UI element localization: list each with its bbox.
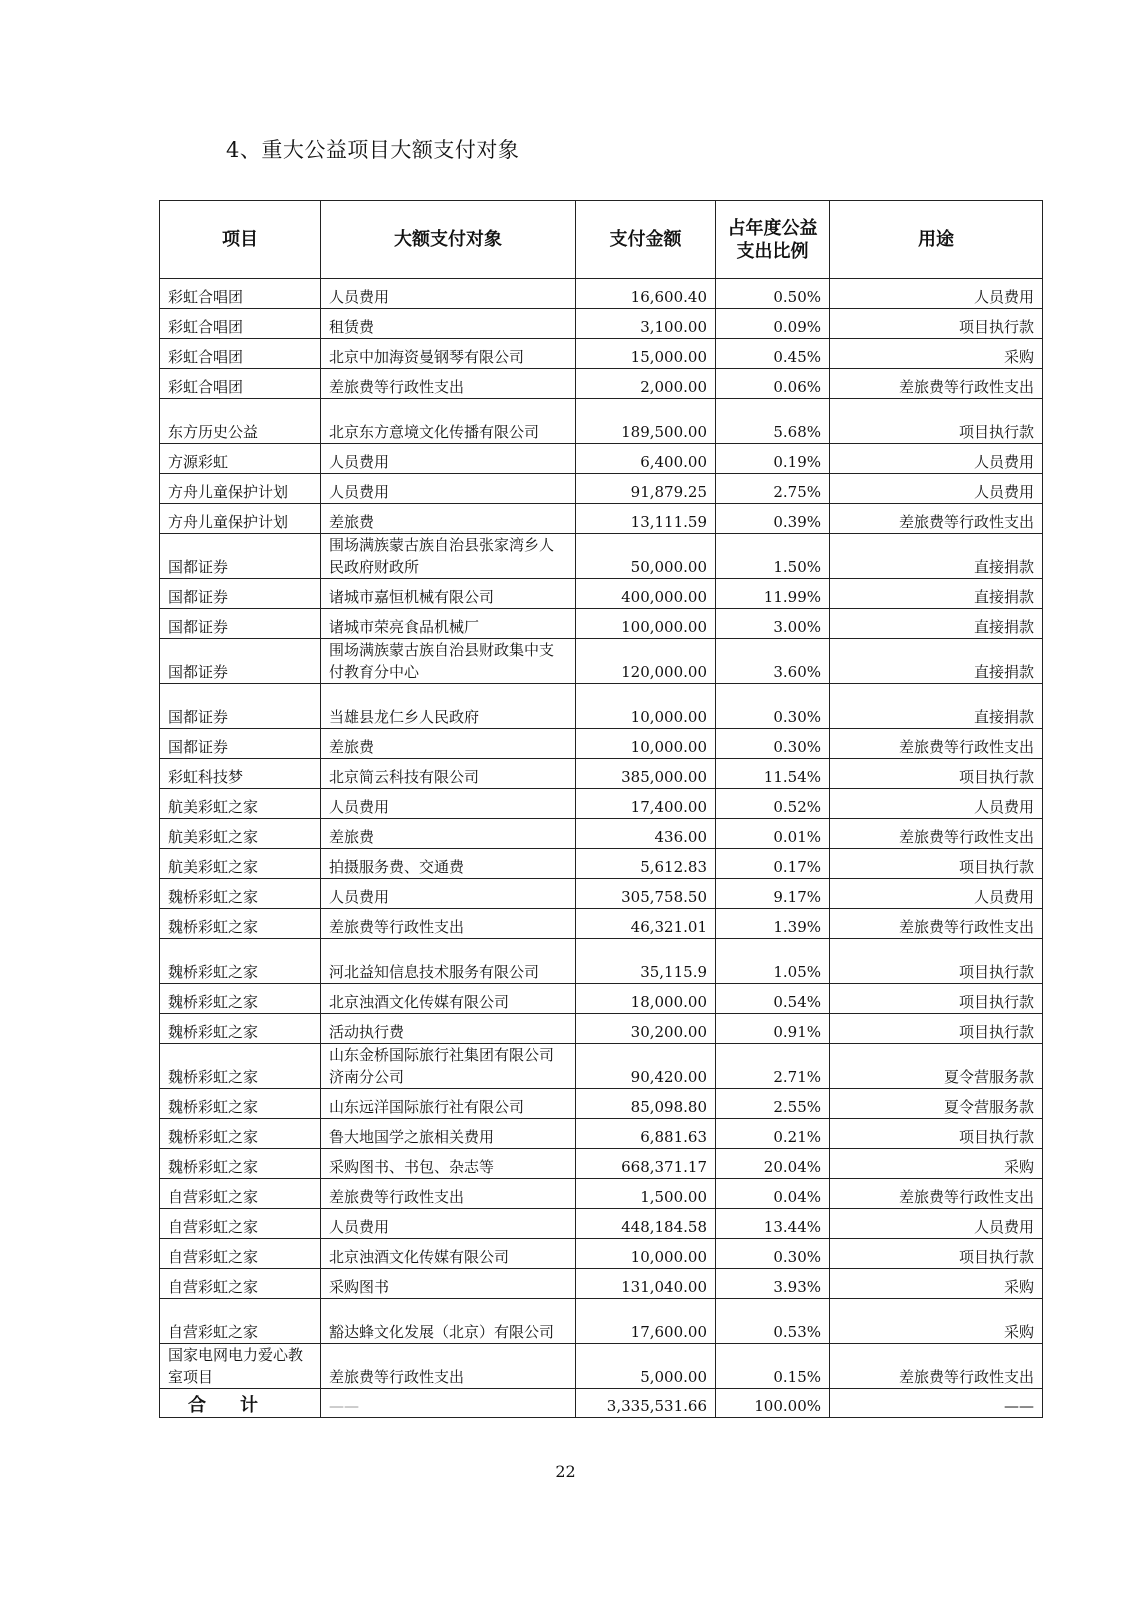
- cell-ratio: 2.71%: [716, 1044, 830, 1089]
- cell-purpose: 项目执行款: [830, 399, 1043, 444]
- cell-purpose: 项目执行款: [830, 1119, 1043, 1149]
- cell-project: 魏桥彩虹之家: [160, 909, 321, 939]
- table-row: [160, 684, 1043, 729]
- cell-purpose: 直接捐款: [830, 579, 1043, 609]
- cell-payee: 采购图书: [321, 1269, 576, 1299]
- cell-amount: 668,371.17: [576, 1149, 716, 1179]
- cell-ratio: 0.39%: [716, 504, 830, 534]
- section-title: 4、重大公益项目大额支付对象: [226, 138, 520, 162]
- table-row: [160, 444, 1043, 474]
- cell-ratio: 0.09%: [716, 309, 830, 339]
- cell-payee: 人员费用: [321, 444, 576, 474]
- cell-amount: 91,879.25: [576, 474, 716, 504]
- cell-ratio: 3.00%: [716, 609, 830, 639]
- table-row: [160, 1179, 1043, 1209]
- cell-purpose: 差旅费等行政性支出: [830, 819, 1043, 849]
- cell-payee: 差旅费等行政性支出: [321, 1179, 576, 1209]
- cell-amount: 305,758.50: [576, 879, 716, 909]
- table-header-row: [160, 201, 1043, 279]
- cell-payee: 活动执行费: [321, 1014, 576, 1044]
- cell-purpose: 夏令营服务款: [830, 1044, 1043, 1089]
- cell-purpose: 采购: [830, 1299, 1043, 1344]
- payment-table: [159, 200, 1043, 1418]
- table-row: [160, 819, 1043, 849]
- cell-project: 国都证券: [160, 534, 321, 579]
- cell-amount: 448,184.58: [576, 1209, 716, 1239]
- cell-purpose: 人员费用: [830, 474, 1043, 504]
- cell-amount: 131,040.00: [576, 1269, 716, 1299]
- cell-ratio: 3.60%: [716, 639, 830, 684]
- cell-purpose: 人员费用: [830, 879, 1043, 909]
- cell-amount: 17,600.00: [576, 1299, 716, 1344]
- cell-amount: 10,000.00: [576, 729, 716, 759]
- table-row: [160, 1269, 1043, 1299]
- cell-project: 方源彩虹: [160, 444, 321, 474]
- table-row: [160, 309, 1043, 339]
- table-row: [160, 939, 1043, 984]
- cell-ratio: 13.44%: [716, 1209, 830, 1239]
- cell-payee: 人员费用: [321, 1209, 576, 1239]
- cell-purpose: 项目执行款: [830, 849, 1043, 879]
- cell-project: 方舟儿童保护计划: [160, 474, 321, 504]
- table-row: [160, 909, 1043, 939]
- cell-payee: 租赁费: [321, 309, 576, 339]
- cell-purpose: 采购: [830, 1149, 1043, 1179]
- cell-amount: 17,400.00: [576, 789, 716, 819]
- cell-amount: 50,000.00: [576, 534, 716, 579]
- cell-purpose: 差旅费等行政性支出: [830, 909, 1043, 939]
- cell-ratio: 0.45%: [716, 339, 830, 369]
- cell-payee: 差旅费: [321, 504, 576, 534]
- total-payee: ——: [321, 1389, 576, 1418]
- table-row: [160, 1344, 1043, 1389]
- cell-amount: 3,100.00: [576, 309, 716, 339]
- cell-project: 彩虹合唱团: [160, 279, 321, 309]
- cell-amount: 189,500.00: [576, 399, 716, 444]
- cell-purpose: 直接捐款: [830, 639, 1043, 684]
- table-row: [160, 1044, 1043, 1089]
- table-row: [160, 534, 1043, 579]
- cell-purpose: 人员费用: [830, 1209, 1043, 1239]
- cell-purpose: 采购: [830, 339, 1043, 369]
- cell-ratio: 9.17%: [716, 879, 830, 909]
- cell-amount: 1,500.00: [576, 1179, 716, 1209]
- cell-purpose: 项目执行款: [830, 939, 1043, 984]
- cell-payee: 围场满族蒙古族自治县张家湾乡人民政府财政所: [321, 534, 576, 579]
- cell-project: 魏桥彩虹之家: [160, 1014, 321, 1044]
- cell-ratio: 0.17%: [716, 849, 830, 879]
- cell-payee: 山东金桥国际旅行社集团有限公司济南分公司: [321, 1044, 576, 1089]
- table-row: [160, 579, 1043, 609]
- cell-ratio: 0.54%: [716, 984, 830, 1014]
- cell-payee: 当雄县龙仁乡人民政府: [321, 684, 576, 729]
- cell-project: 自营彩虹之家: [160, 1179, 321, 1209]
- cell-purpose: 项目执行款: [830, 984, 1043, 1014]
- cell-purpose: 人员费用: [830, 279, 1043, 309]
- cell-ratio: 2.75%: [716, 474, 830, 504]
- cell-payee: 鲁大地国学之旅相关费用: [321, 1119, 576, 1149]
- cell-project: 彩虹科技梦: [160, 759, 321, 789]
- cell-amount: 100,000.00: [576, 609, 716, 639]
- table-row: [160, 639, 1043, 684]
- table-row: [160, 1089, 1043, 1119]
- cell-amount: 5,612.83: [576, 849, 716, 879]
- cell-amount: 6,400.00: [576, 444, 716, 474]
- table-row: [160, 759, 1043, 789]
- cell-payee: 诸城市荣亮食品机械厂: [321, 609, 576, 639]
- cell-project: 彩虹合唱团: [160, 309, 321, 339]
- cell-project: 魏桥彩虹之家: [160, 879, 321, 909]
- table-row: [160, 729, 1043, 759]
- cell-ratio: 0.30%: [716, 729, 830, 759]
- page-number: 22: [555, 1462, 576, 1481]
- cell-ratio: 1.39%: [716, 909, 830, 939]
- table-row: [160, 1299, 1043, 1344]
- cell-amount: 16,600.40: [576, 279, 716, 309]
- cell-project: 魏桥彩虹之家: [160, 939, 321, 984]
- cell-project: 方舟儿童保护计划: [160, 504, 321, 534]
- cell-ratio: 0.53%: [716, 1299, 830, 1344]
- cell-purpose: 直接捐款: [830, 684, 1043, 729]
- cell-payee: 人员费用: [321, 879, 576, 909]
- cell-ratio: 5.68%: [716, 399, 830, 444]
- cell-payee: 豁达蜂文化发展（北京）有限公司: [321, 1299, 576, 1344]
- table-row: [160, 1149, 1043, 1179]
- cell-amount: 2,000.00: [576, 369, 716, 399]
- cell-purpose: 人员费用: [830, 444, 1043, 474]
- cell-amount: 6,881.63: [576, 1119, 716, 1149]
- table-body: [160, 279, 1043, 1389]
- table-row: [160, 789, 1043, 819]
- table-row: [160, 1014, 1043, 1044]
- cell-ratio: 20.04%: [716, 1149, 830, 1179]
- cell-project: 国都证券: [160, 579, 321, 609]
- cell-purpose: 差旅费等行政性支出: [830, 369, 1043, 399]
- cell-amount: 10,000.00: [576, 684, 716, 729]
- cell-project: 航美彩虹之家: [160, 849, 321, 879]
- header-purpose: 用途: [830, 201, 1043, 279]
- total-row: [160, 1389, 1043, 1418]
- total-amount: 3,335,531.66: [576, 1389, 716, 1418]
- table-row: [160, 879, 1043, 909]
- cell-amount: 85,098.80: [576, 1089, 716, 1119]
- cell-payee: 北京浊酒文化传媒有限公司: [321, 1239, 576, 1269]
- table-row: [160, 279, 1043, 309]
- table-row: [160, 504, 1043, 534]
- cell-payee: 人员费用: [321, 789, 576, 819]
- cell-project: 航美彩虹之家: [160, 789, 321, 819]
- cell-project: 魏桥彩虹之家: [160, 984, 321, 1014]
- cell-project: 魏桥彩虹之家: [160, 1044, 321, 1089]
- cell-ratio: 3.93%: [716, 1269, 830, 1299]
- cell-purpose: 项目执行款: [830, 1239, 1043, 1269]
- cell-purpose: 夏令营服务款: [830, 1089, 1043, 1119]
- cell-amount: 35,115.9: [576, 939, 716, 984]
- cell-ratio: 11.54%: [716, 759, 830, 789]
- cell-amount: 120,000.00: [576, 639, 716, 684]
- cell-ratio: 2.55%: [716, 1089, 830, 1119]
- cell-amount: 13,111.59: [576, 504, 716, 534]
- cell-project: 自营彩虹之家: [160, 1239, 321, 1269]
- cell-project: 国都证券: [160, 639, 321, 684]
- cell-payee: 差旅费: [321, 729, 576, 759]
- cell-purpose: 直接捐款: [830, 609, 1043, 639]
- cell-ratio: 0.21%: [716, 1119, 830, 1149]
- cell-amount: 18,000.00: [576, 984, 716, 1014]
- header-payee: 大额支付对象: [321, 201, 576, 279]
- cell-ratio: 0.50%: [716, 279, 830, 309]
- cell-project: 国家电网电力爱心教室项目: [160, 1344, 321, 1389]
- cell-payee: 拍摄服务费、交通费: [321, 849, 576, 879]
- cell-payee: 山东远洋国际旅行社有限公司: [321, 1089, 576, 1119]
- cell-payee: 北京浊酒文化传媒有限公司: [321, 984, 576, 1014]
- cell-purpose: 差旅费等行政性支出: [830, 504, 1043, 534]
- cell-purpose: 项目执行款: [830, 309, 1043, 339]
- table-row: [160, 984, 1043, 1014]
- table-row: [160, 849, 1043, 879]
- table-row: [160, 1239, 1043, 1269]
- cell-amount: 5,000.00: [576, 1344, 716, 1389]
- cell-ratio: 0.30%: [716, 1239, 830, 1269]
- cell-purpose: 差旅费等行政性支出: [830, 729, 1043, 759]
- cell-payee: 围场满族蒙古族自治县财政集中支付教育分中心: [321, 639, 576, 684]
- cell-payee: 北京中加海资曼钢琴有限公司: [321, 339, 576, 369]
- cell-purpose: 项目执行款: [830, 759, 1043, 789]
- cell-ratio: 1.50%: [716, 534, 830, 579]
- table-row: [160, 369, 1043, 399]
- table-row: [160, 1119, 1043, 1149]
- cell-amount: 10,000.00: [576, 1239, 716, 1269]
- cell-payee: 北京简云科技有限公司: [321, 759, 576, 789]
- cell-project: 魏桥彩虹之家: [160, 1089, 321, 1119]
- cell-ratio: 0.04%: [716, 1179, 830, 1209]
- cell-ratio: 11.99%: [716, 579, 830, 609]
- table-row: [160, 474, 1043, 504]
- cell-purpose: 项目执行款: [830, 1014, 1043, 1044]
- cell-amount: 400,000.00: [576, 579, 716, 609]
- cell-payee: 采购图书、书包、杂志等: [321, 1149, 576, 1179]
- cell-project: 魏桥彩虹之家: [160, 1149, 321, 1179]
- cell-ratio: 0.01%: [716, 819, 830, 849]
- cell-ratio: 0.15%: [716, 1344, 830, 1389]
- cell-purpose: 人员费用: [830, 789, 1043, 819]
- cell-purpose: 采购: [830, 1269, 1043, 1299]
- cell-payee: 诸城市嘉恒机械有限公司: [321, 579, 576, 609]
- cell-project: 自营彩虹之家: [160, 1299, 321, 1344]
- cell-ratio: 0.30%: [716, 684, 830, 729]
- header-amount: 支付金额: [576, 201, 716, 279]
- header-project: 项目: [160, 201, 321, 279]
- cell-payee: 差旅费等行政性支出: [321, 909, 576, 939]
- cell-payee: 河北益知信息技术服务有限公司: [321, 939, 576, 984]
- cell-ratio: 0.06%: [716, 369, 830, 399]
- cell-project: 国都证券: [160, 609, 321, 639]
- cell-purpose: 直接捐款: [830, 534, 1043, 579]
- total-label: 合计: [160, 1389, 321, 1418]
- cell-project: 彩虹合唱团: [160, 339, 321, 369]
- cell-project: 东方历史公益: [160, 399, 321, 444]
- table-row: [160, 609, 1043, 639]
- cell-payee: 差旅费等行政性支出: [321, 1344, 576, 1389]
- total-purpose: ——: [830, 1389, 1043, 1418]
- table-row: [160, 339, 1043, 369]
- cell-ratio: 1.05%: [716, 939, 830, 984]
- cell-project: 航美彩虹之家: [160, 819, 321, 849]
- cell-project: 国都证券: [160, 729, 321, 759]
- cell-project: 自营彩虹之家: [160, 1209, 321, 1239]
- cell-amount: 436.00: [576, 819, 716, 849]
- cell-amount: 385,000.00: [576, 759, 716, 789]
- cell-purpose: 差旅费等行政性支出: [830, 1179, 1043, 1209]
- cell-amount: 90,420.00: [576, 1044, 716, 1089]
- cell-payee: 差旅费: [321, 819, 576, 849]
- cell-ratio: 0.19%: [716, 444, 830, 474]
- cell-project: 魏桥彩虹之家: [160, 1119, 321, 1149]
- table-row: [160, 1209, 1043, 1239]
- cell-project: 自营彩虹之家: [160, 1269, 321, 1299]
- cell-payee: 北京东方意境文化传播有限公司: [321, 399, 576, 444]
- cell-ratio: 0.91%: [716, 1014, 830, 1044]
- cell-project: 彩虹合唱团: [160, 369, 321, 399]
- cell-payee: 人员费用: [321, 474, 576, 504]
- cell-payee: 人员费用: [321, 279, 576, 309]
- cell-purpose: 差旅费等行政性支出: [830, 1344, 1043, 1389]
- cell-payee: 差旅费等行政性支出: [321, 369, 576, 399]
- cell-project: 国都证券: [160, 684, 321, 729]
- cell-amount: 15,000.00: [576, 339, 716, 369]
- header-ratio: 占年度公益支出比例: [716, 201, 830, 279]
- cell-amount: 46,321.01: [576, 909, 716, 939]
- total-ratio: 100.00%: [716, 1389, 830, 1418]
- table-row: [160, 399, 1043, 444]
- cell-amount: 30,200.00: [576, 1014, 716, 1044]
- cell-ratio: 0.52%: [716, 789, 830, 819]
